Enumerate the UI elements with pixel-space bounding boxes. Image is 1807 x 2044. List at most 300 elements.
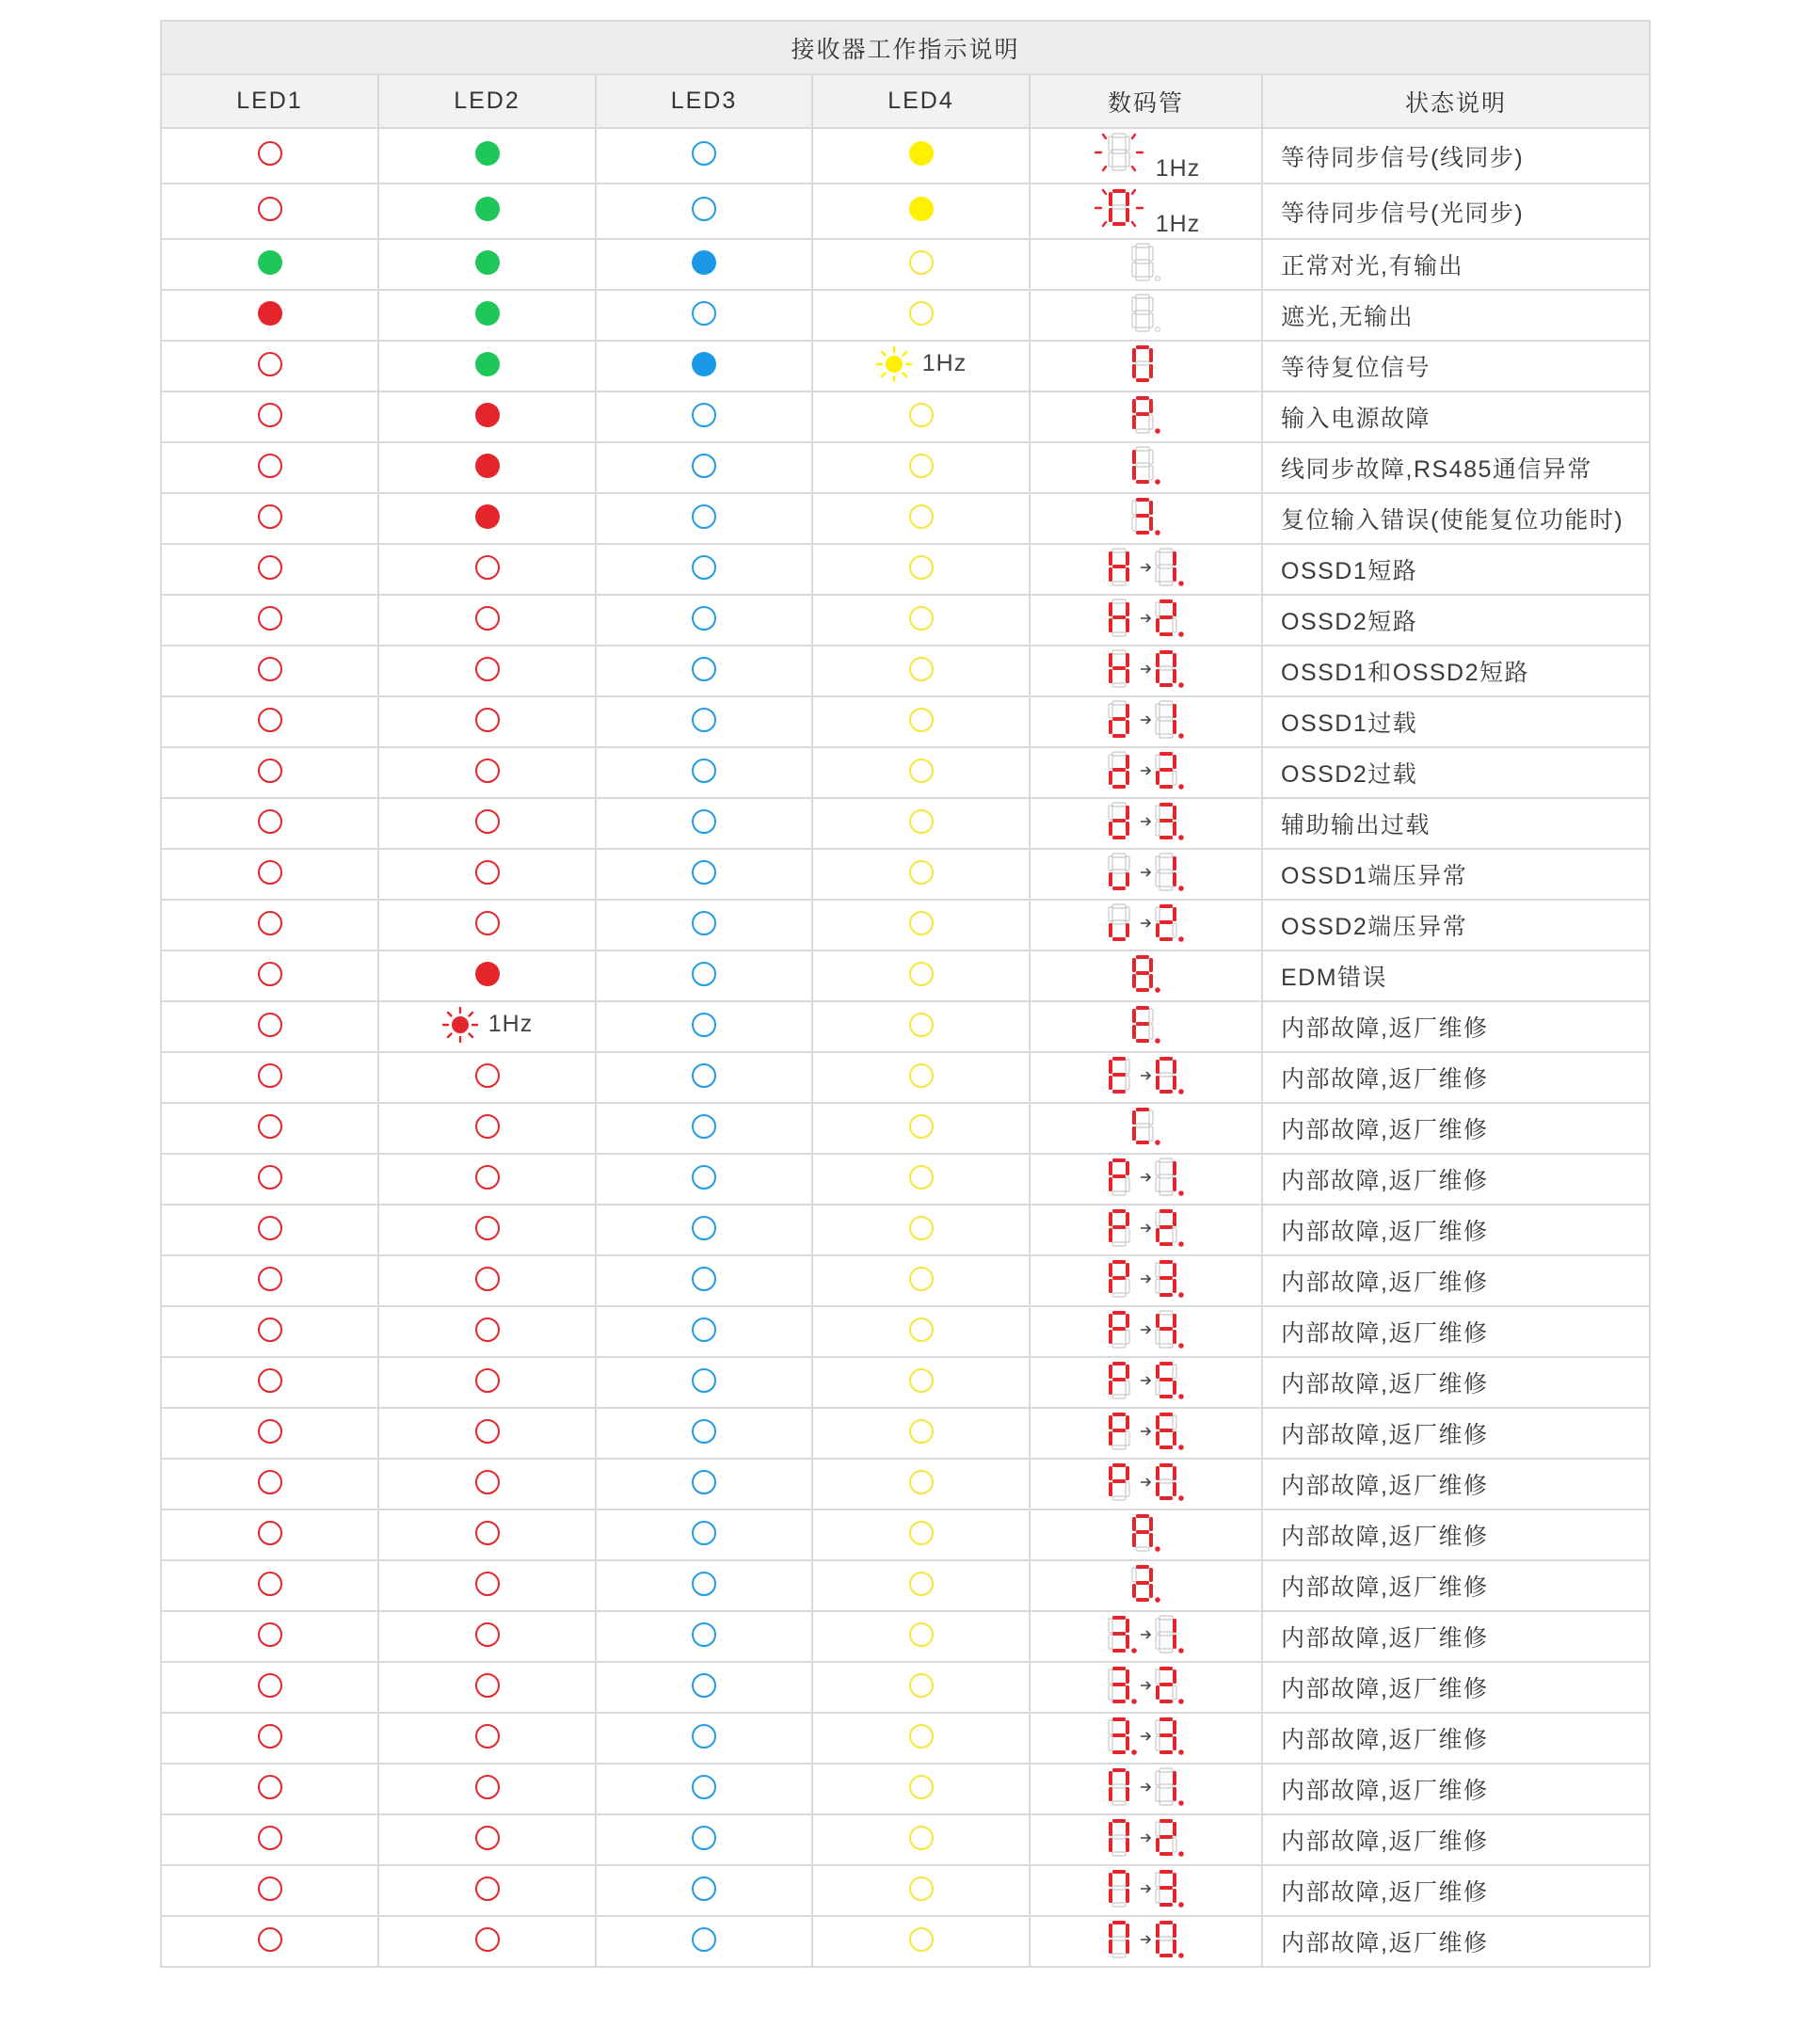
seven-segment-display [1108,1308,1185,1351]
status-description: OSSD2端压异常 [1262,900,1650,950]
led-off-indicator [909,911,934,935]
led2-cell [378,1154,596,1205]
status-description: OSSD2过载 [1262,747,1650,798]
seven-segment-display [1108,647,1185,691]
led2-cell [378,1306,596,1357]
seven-segment-display [1108,800,1185,843]
display-cell [1030,747,1262,798]
table-row [161,900,1650,950]
led3-cell [596,1611,812,1662]
seven-segment-display [1131,1511,1161,1555]
led4-cell [812,900,1030,950]
led-off-indicator [909,1724,934,1749]
led-off-indicator [258,1063,282,1088]
led2-cell [378,900,596,950]
seven-segment-display [1108,698,1185,742]
led-off-indicator [909,1267,934,1291]
display-cell [1030,696,1262,747]
blink-frequency: 1Hz [1155,155,1201,182]
led-off-indicator [258,1622,282,1647]
led1-cell [161,950,378,1001]
led4-cell [812,1865,1030,1916]
led-off-indicator [909,1368,934,1393]
table-row [161,1764,1650,1814]
status-description: 内部故障,返厂维修 [1262,1916,1650,1967]
led2-cell [378,128,596,184]
led2-cell [378,950,596,1001]
table-row [161,1306,1650,1357]
led4-cell [812,696,1030,747]
led-off-indicator [909,1826,934,1850]
status-description: 内部故障,返厂维修 [1262,1255,1650,1306]
table-row [161,290,1650,341]
led-off-indicator [475,1775,500,1799]
led4-cell [812,1408,1030,1459]
seven-segment-display [1108,1359,1185,1402]
led1-cell [161,239,378,290]
led2-cell [378,341,596,391]
led4-cell [812,184,1030,239]
led2-cell [378,849,596,900]
led3-cell [596,1154,812,1205]
display-cell [1030,184,1262,239]
seven-segment-display [1131,393,1161,437]
display-cell [1030,1255,1262,1306]
led4-cell [812,1255,1030,1306]
header-led2: LED2 [378,74,596,128]
led4-cell [812,1459,1030,1509]
led4-cell [812,849,1030,900]
table-row [161,696,1650,747]
led-off-indicator [909,504,934,529]
display-cell [1030,1916,1262,1967]
seven-segment-display [1108,1461,1185,1504]
led-off-indicator [258,555,282,580]
led4-cell [812,1154,1030,1205]
led-off-indicator [909,250,934,275]
led-off-indicator [909,1063,934,1088]
led3-cell [596,1103,812,1154]
led1-cell [161,747,378,798]
led-off-indicator [692,403,716,427]
led3-cell [596,1764,812,1814]
led1-cell [161,1560,378,1611]
led-off-indicator [692,1927,716,1952]
table-row [161,1357,1650,1408]
table-row [161,1916,1650,1967]
led3-cell [596,798,812,849]
led4-cell [812,1713,1030,1764]
display-cell [1030,1611,1262,1662]
led1-cell [161,849,378,900]
led-off-indicator [692,1419,716,1444]
header-led1: LED1 [161,74,378,128]
led-off-indicator [258,860,282,885]
led-off-indicator [258,1013,282,1037]
led3-cell [596,900,812,950]
led1-cell [161,1357,378,1408]
led1-cell [161,1205,378,1255]
led4-cell [812,1560,1030,1611]
led-off-indicator [909,1927,934,1952]
display-cell [1030,1052,1262,1103]
led1-cell [161,290,378,341]
led1-cell [161,1154,378,1205]
display-cell [1030,1764,1262,1814]
led-off-indicator [475,1876,500,1901]
led1-cell [161,391,378,442]
led1-cell [161,493,378,544]
display-cell [1030,1509,1262,1560]
led1-cell [161,128,378,184]
led2-cell [378,1560,596,1611]
seven-segment-display [1108,851,1185,894]
led-off-indicator [692,301,716,326]
led1-cell [161,595,378,646]
led3-cell [596,595,812,646]
led-on-indicator [475,403,500,427]
led3-cell [596,646,812,696]
table-body [161,128,1650,1967]
led3-cell [596,1916,812,1967]
seven-segment-display [1131,1105,1161,1148]
table-row [161,184,1650,239]
led-off-indicator [258,1317,282,1342]
led-off-indicator [258,1521,282,1545]
table-row [161,1509,1650,1560]
status-description: OSSD1短路 [1262,544,1650,595]
display-cell [1030,1560,1262,1611]
led-on-indicator [475,352,500,376]
led-on-indicator [258,250,282,275]
led4-cell [812,798,1030,849]
led2-cell [378,1611,596,1662]
led2-cell [378,1764,596,1814]
status-description: 内部故障,返厂维修 [1262,1357,1650,1408]
led-off-indicator [258,504,282,529]
led-off-indicator [475,809,500,834]
led-off-indicator [475,1572,500,1596]
led-off-indicator [258,1114,282,1139]
led-off-indicator [258,1724,282,1749]
led-off-indicator [692,809,716,834]
led1-cell [161,1052,378,1103]
led2-cell [378,747,596,798]
status-description: 内部故障,返厂维修 [1262,1408,1650,1459]
seven-segment-display [1131,1003,1161,1046]
led4-cell [812,341,1030,391]
led2-cell [378,239,596,290]
table-row [161,1713,1650,1764]
led-off-indicator [258,197,282,221]
led1-cell [161,1509,378,1560]
led-off-indicator [475,1063,500,1088]
seven-segment-display [1108,1054,1185,1097]
status-description: OSSD2短路 [1262,595,1650,646]
display-cell [1030,1357,1262,1408]
led2-cell [378,696,596,747]
led-off-indicator [475,1927,500,1952]
led3-cell [596,950,812,1001]
led1-cell [161,544,378,595]
led-off-indicator [692,1572,716,1596]
led2-cell [378,442,596,493]
status-description: 内部故障,返厂维修 [1262,1865,1650,1916]
seven-segment-display [1131,495,1161,538]
led3-cell [596,493,812,544]
led2-cell [378,595,596,646]
led4-cell [812,1306,1030,1357]
status-description: 内部故障,返厂维修 [1262,1764,1650,1814]
led4-cell [812,1103,1030,1154]
led-off-indicator [692,1826,716,1850]
led1-cell [161,341,378,391]
led-off-indicator [692,1521,716,1545]
status-description: 等待复位信号 [1262,341,1650,391]
led2-cell [378,1916,596,1967]
table-row [161,950,1650,1001]
display-cell [1030,1205,1262,1255]
led4-cell [812,950,1030,1001]
led-off-indicator [692,708,716,732]
led-on-indicator [475,962,500,986]
status-description: 复位输入错误(使能复位功能时) [1262,493,1650,544]
led-off-indicator [909,1216,934,1240]
table-row [161,239,1650,290]
table-row [161,1205,1650,1255]
display-cell [1030,849,1262,900]
led-off-indicator [258,1927,282,1952]
display-cell [1030,1865,1262,1916]
led2-cell [378,544,596,595]
status-description: OSSD1端压异常 [1262,849,1650,900]
led-off-indicator [909,1876,934,1901]
led-on-indicator [258,301,282,326]
status-description: 内部故障,返厂维修 [1262,1459,1650,1509]
display-cell [1030,493,1262,544]
led1-cell [161,1255,378,1306]
table-row [161,1408,1650,1459]
display-cell [1030,239,1262,290]
led1-cell [161,798,378,849]
led4-cell [812,290,1030,341]
led-off-indicator [692,555,716,580]
table-row [161,442,1650,493]
status-description: 内部故障,返厂维修 [1262,1814,1650,1865]
display-cell [1030,1001,1262,1052]
status-description: 内部故障,返厂维修 [1262,1205,1650,1255]
led-off-indicator [909,657,934,681]
display-cell [1030,595,1262,646]
seven-segment-display [1131,292,1161,335]
led-on-indicator [692,250,716,275]
led1-cell [161,1814,378,1865]
led-off-indicator [258,962,282,986]
led4-cell [812,544,1030,595]
led2-cell [378,184,596,239]
led4-cell [812,1509,1030,1560]
led4-cell [812,128,1030,184]
led-off-indicator [692,1267,716,1291]
indicator-table [160,20,1651,1968]
led2-cell [378,290,596,341]
led-off-indicator [692,1673,716,1698]
led1-cell [161,1611,378,1662]
led-off-indicator [692,1368,716,1393]
led-off-indicator [692,1165,716,1190]
table-row [161,341,1650,391]
led-off-indicator [475,860,500,885]
led-off-indicator [909,1419,934,1444]
header-led4: LED4 [812,74,1030,128]
led-off-indicator [692,657,716,681]
led-off-indicator [692,1724,716,1749]
led-off-indicator [909,1013,934,1037]
led2-cell [378,1662,596,1713]
led-off-indicator [909,1114,934,1139]
led3-cell [596,442,812,493]
led-off-indicator [475,911,500,935]
led-off-indicator [258,657,282,681]
display-cell [1030,442,1262,493]
status-description: 内部故障,返厂维修 [1262,1306,1650,1357]
seven-segment-display [1131,241,1161,284]
led-off-indicator [258,1267,282,1291]
led4-cell [812,1205,1030,1255]
status-description: 内部故障,返厂维修 [1262,1052,1650,1103]
table-row [161,798,1650,849]
led-off-indicator [692,1876,716,1901]
led-off-indicator [909,809,934,834]
seven-segment-display [1108,1410,1185,1453]
display-cell [1030,290,1262,341]
led-off-indicator [475,1216,500,1240]
display-cell [1030,1103,1262,1154]
seven-segment-display [1108,546,1185,589]
led2-cell [378,493,596,544]
table-row [161,1560,1650,1611]
status-description: 遮光,无输出 [1262,290,1650,341]
led-off-indicator [475,1521,500,1545]
led-off-indicator [692,1063,716,1088]
led3-cell [596,849,812,900]
led-off-indicator [692,141,716,166]
status-description: OSSD1过载 [1262,696,1650,747]
led-on-indicator [475,504,500,529]
led4-cell [812,595,1030,646]
table-row [161,747,1650,798]
led-off-indicator [909,1317,934,1342]
led2-cell [378,646,596,696]
led-off-indicator [692,1114,716,1139]
display-cell [1030,1154,1262,1205]
led3-cell [596,1357,812,1408]
seven-segment-display [1108,749,1185,792]
status-description: 内部故障,返厂维修 [1262,1103,1650,1154]
display-cell [1030,900,1262,950]
display-cell [1030,1814,1262,1865]
led-off-indicator [692,759,716,783]
seven-segment-display [1092,184,1146,232]
led1-cell [161,442,378,493]
led2-cell [378,1001,596,1052]
table-row [161,391,1650,442]
table-row [161,849,1650,900]
led-on-indicator [909,197,934,221]
status-description: 等待同步信号(光同步) [1262,184,1650,239]
led-off-indicator [692,962,716,986]
led1-cell [161,1306,378,1357]
led4-cell [812,1916,1030,1967]
led-off-indicator [909,454,934,478]
seven-segment-display [1092,129,1146,176]
seven-segment-display [1108,1257,1185,1301]
blink-frequency: 1Hz [1155,211,1201,237]
table-row [161,1052,1650,1103]
led3-cell [596,128,812,184]
table-row [161,1103,1650,1154]
led3-cell [596,1560,812,1611]
led-off-indicator [258,1572,282,1596]
led-off-indicator [258,1165,282,1190]
led-off-indicator [692,197,716,221]
led-off-indicator [692,860,716,885]
led1-cell [161,1001,378,1052]
led-off-indicator [258,708,282,732]
led-off-indicator [475,555,500,580]
blink-frequency: 1Hz [488,1011,534,1037]
led-off-indicator [475,708,500,732]
led2-cell [378,1052,596,1103]
led-off-indicator [475,1622,500,1647]
led-off-indicator [909,1470,934,1494]
display-cell [1030,391,1262,442]
led-off-indicator [258,1368,282,1393]
table-row [161,646,1650,696]
status-description: 内部故障,返厂维修 [1262,1662,1650,1713]
led-on-indicator [692,352,716,376]
led4-cell [812,747,1030,798]
display-cell [1030,128,1262,184]
led-off-indicator [692,504,716,529]
led-off-indicator [909,1622,934,1647]
led3-cell [596,184,812,239]
led-off-indicator [475,1673,500,1698]
led-off-indicator [475,1165,500,1190]
led3-cell [596,1509,812,1560]
led-off-indicator [258,809,282,834]
led-off-indicator [692,1470,716,1494]
status-description: 辅助输出过载 [1262,798,1650,849]
led-off-indicator [909,708,934,732]
led3-cell [596,1713,812,1764]
led-off-indicator [258,759,282,783]
led-off-indicator [258,454,282,478]
led-off-indicator [258,1419,282,1444]
led-off-indicator [909,1572,934,1596]
led-off-indicator [909,555,934,580]
led-off-indicator [909,1775,934,1799]
led-off-indicator [475,657,500,681]
blink-frequency: 1Hz [921,350,967,376]
table-row [161,1001,1650,1052]
status-description: OSSD1和OSSD2短路 [1262,646,1650,696]
led2-cell [378,391,596,442]
seven-segment-display [1131,444,1161,487]
led-off-indicator [475,1419,500,1444]
led-off-indicator [909,962,934,986]
led2-cell [378,1205,596,1255]
